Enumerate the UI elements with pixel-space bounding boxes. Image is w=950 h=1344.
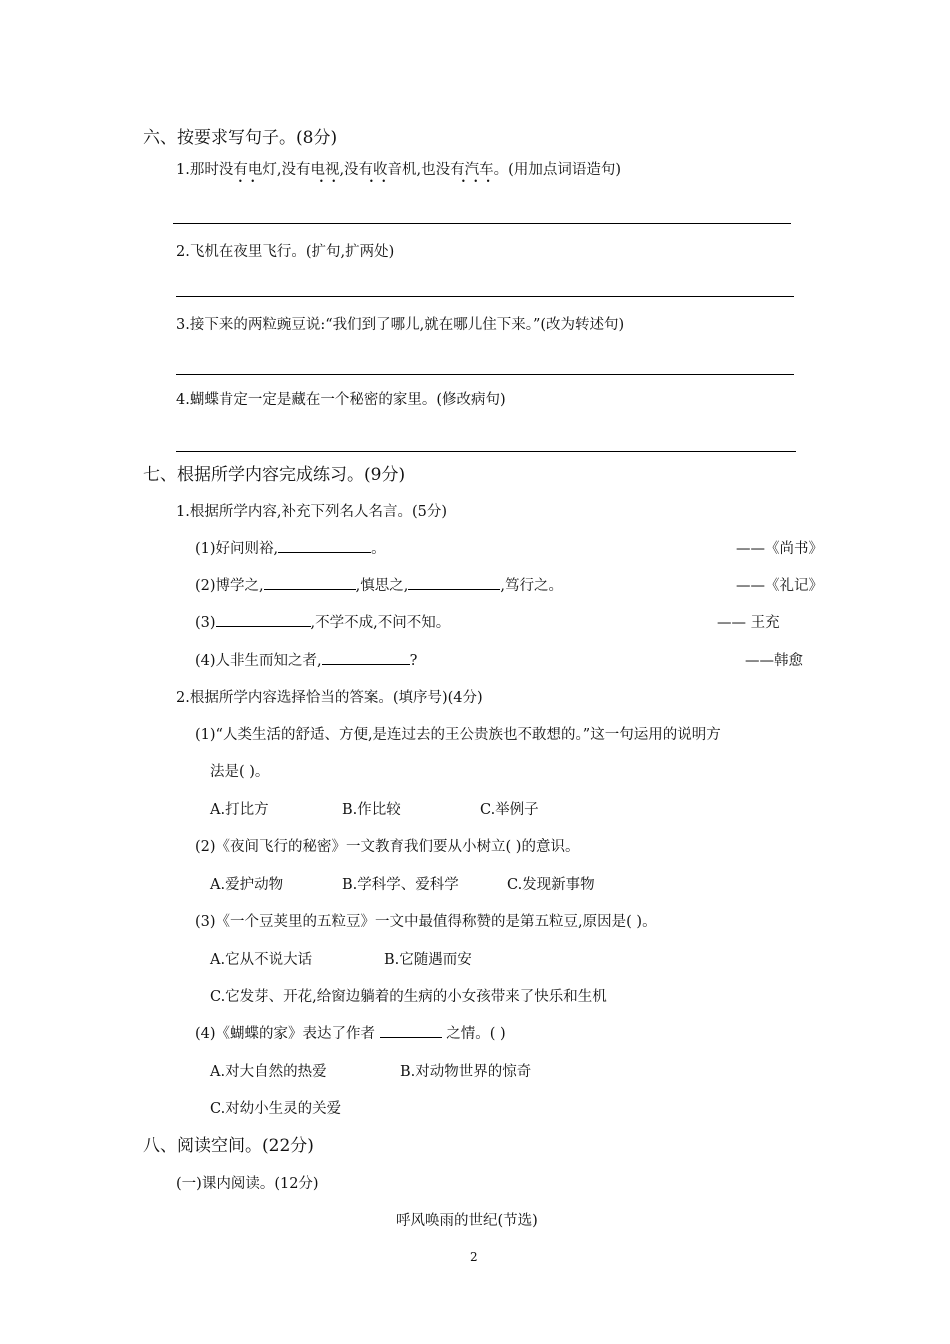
mc-option[interactable]: A.对大自然的热爱: [210, 1064, 327, 1080]
quote-item: (1)好问则裕, 。: [195, 537, 386, 558]
mc-option[interactable]: C.对幼小生灵的关爱: [210, 1101, 342, 1117]
mc-option[interactable]: C.它发芽、开花,给窗边躺着的生病的小女孩带来了快乐和生机: [210, 989, 607, 1005]
quote-source: —— 王充: [717, 615, 780, 631]
emphasis-dots: • • •: [461, 177, 491, 186]
part-7-1-heading: 1.根据所学内容,补充下列名人名言。(5分): [176, 504, 447, 520]
quote-source: ——《礼记》: [736, 578, 823, 594]
answer-line[interactable]: [176, 451, 796, 452]
fill-blank[interactable]: [322, 650, 410, 665]
mc-option[interactable]: A.打比方: [210, 802, 269, 818]
mc-option[interactable]: B.它随遇而安: [384, 952, 472, 968]
mc-option[interactable]: C.发现新事物: [507, 877, 595, 893]
answer-line[interactable]: [176, 296, 794, 297]
mc-option[interactable]: A.爱护动物: [210, 877, 284, 893]
mc-question-1: (1)“人类生活的舒适、方便,是连过去的王公贵族也不敢想的。”这一句运用的说明方: [195, 727, 721, 743]
section-8-title: 八、阅读空间。(22分): [143, 1136, 314, 1156]
question-6-4: 4.蝴蝶肯定一定是藏在一个秘密的家里。(修改病句): [176, 392, 506, 408]
mc-question-1-cont: 法是( )。: [210, 764, 270, 780]
part-7-2-heading: 2.根据所学内容选择恰当的答案。(填序号)(4分): [176, 690, 483, 706]
answer-line[interactable]: [176, 374, 794, 375]
section-7-title: 七、根据所学内容完成练习。(9分): [143, 465, 406, 485]
fill-blank[interactable]: [408, 575, 500, 590]
mc-question-3: (3)《一个豆荚里的五粒豆》一文中最值得称赞的是第五粒豆,原因是( )。: [195, 914, 657, 930]
answer-line[interactable]: [173, 223, 791, 224]
mc-question-4: (4)《蝴蝶的家》表达了作者 之情。( ): [195, 1022, 506, 1043]
passage-title: 呼风唤雨的世纪(节选): [396, 1213, 538, 1229]
mc-option[interactable]: B.学科学、爱科学: [342, 877, 459, 893]
mc-option[interactable]: A.它从不说大话: [210, 952, 313, 968]
quote-source: ——韩愈: [745, 653, 803, 669]
mc-option[interactable]: B.对动物世界的惊奇: [400, 1064, 532, 1080]
emphasis-dots: • •: [238, 177, 256, 186]
fill-blank[interactable]: [278, 538, 371, 553]
quote-item: (2)博学之, ,慎思之, ,笃行之。: [195, 574, 563, 595]
emphasis-dots: • •: [319, 177, 337, 186]
subsection-title: (一)课内阅读。(12分): [176, 1176, 319, 1192]
emphasis-dots: • •: [369, 177, 387, 186]
quote-item: (3) ,不学不成,不问不知。: [195, 611, 450, 632]
mc-option[interactable]: C.举例子: [480, 802, 539, 818]
quote-source: ——《尚书》: [736, 541, 823, 557]
quote-item: (4)人非生而知之者, ?: [195, 649, 417, 670]
mc-option[interactable]: B.作比较: [342, 802, 401, 818]
question-6-2: 2.飞机在夜里飞行。(扩句,扩两处): [176, 244, 395, 260]
fill-blank[interactable]: [264, 575, 356, 590]
fill-blank[interactable]: [380, 1023, 442, 1038]
page-number: 2: [470, 1250, 478, 1264]
question-6-1: 1.那时没有电灯,没有电视,没有收音机,也没有汽车。(用加点词语造句): [176, 162, 621, 178]
section-6-title: 六、按要求写句子。(8分): [143, 128, 338, 148]
fill-blank[interactable]: [216, 612, 311, 627]
mc-question-2: (2)《夜间飞行的秘密》一文教育我们要从小树立( )的意识。: [195, 839, 580, 855]
question-6-3: 3.接下来的两粒豌豆说:“我们到了哪儿,就在哪儿住下来。”(改为转述句): [176, 317, 625, 333]
